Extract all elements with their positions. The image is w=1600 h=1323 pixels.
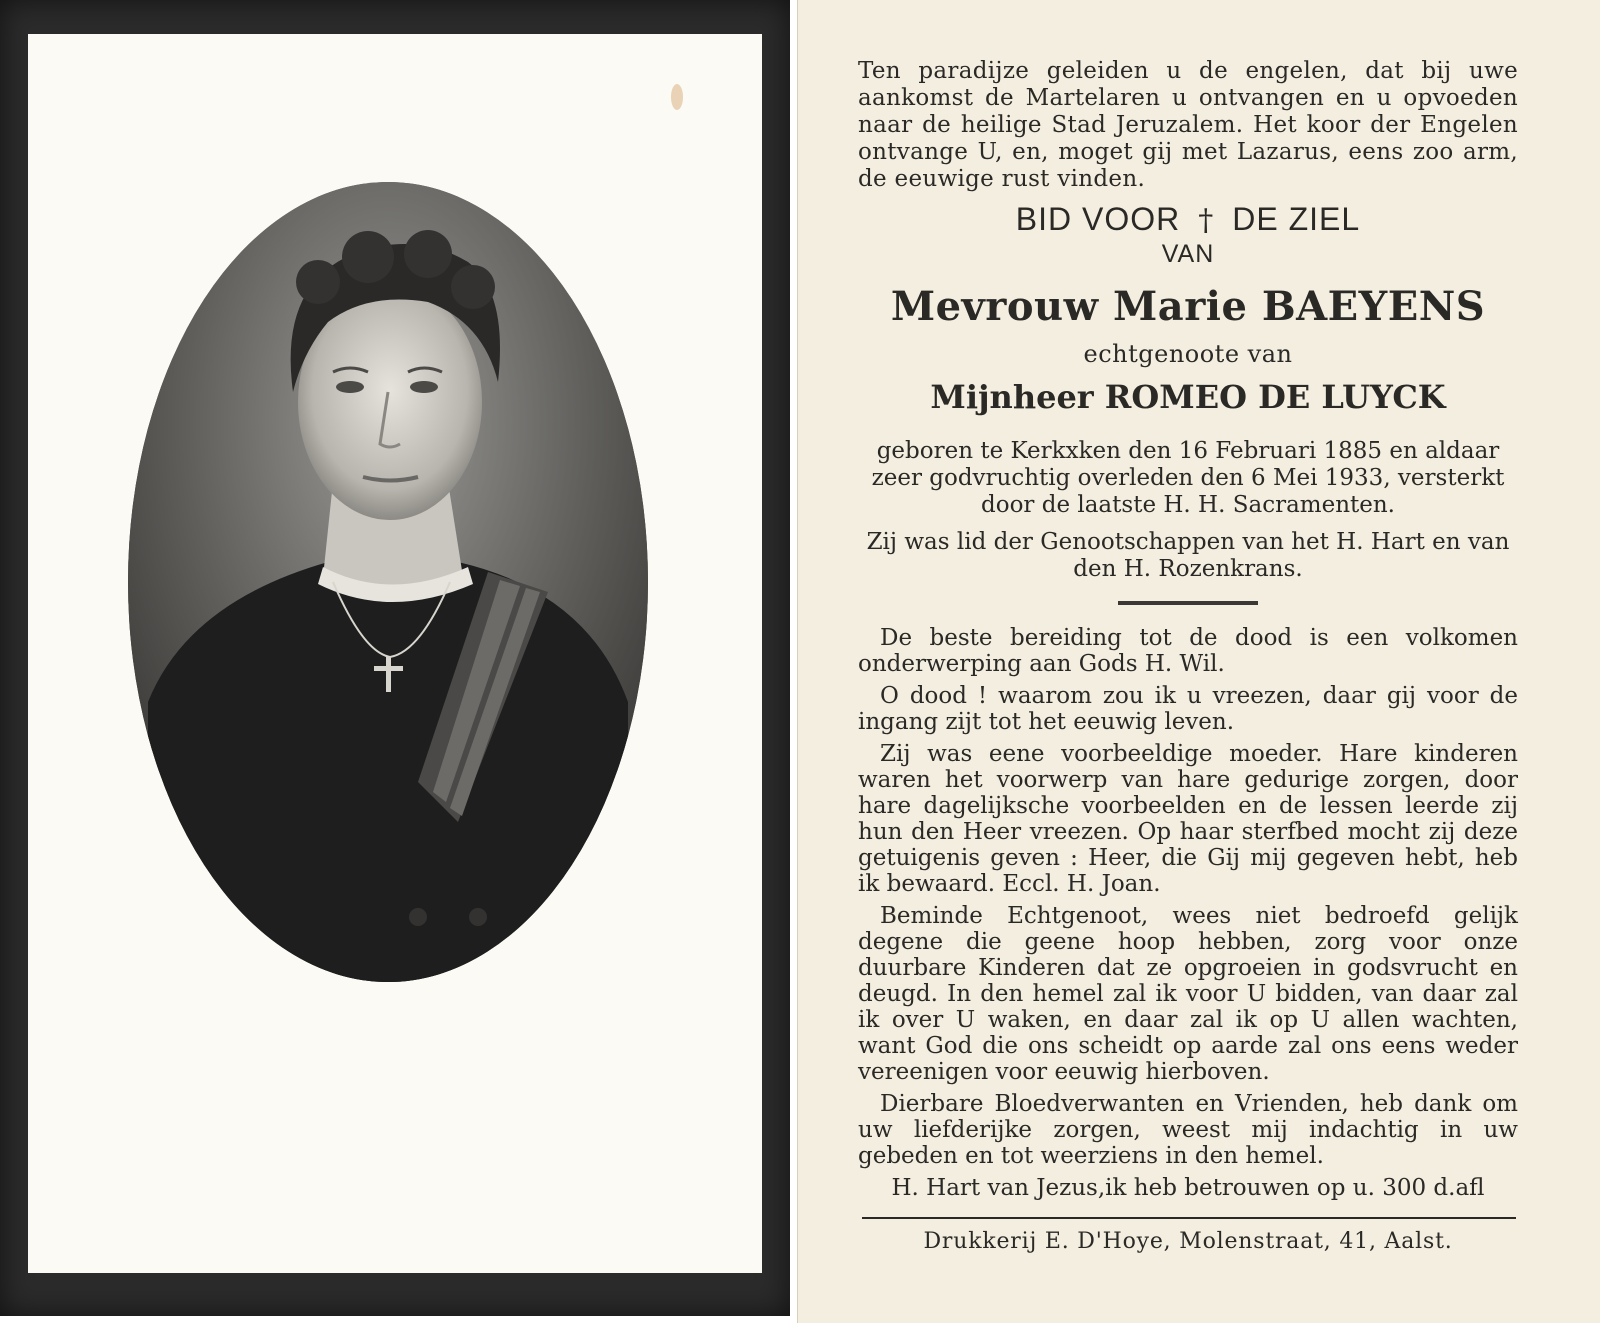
opening-prayer: Ten paradijze geleiden u de engelen, dat bij uwe aankomst de Martelaren u ontvangen en u opvoeden naar de heilige Stad Jeruzalem. Het koor der Engelen ontvange U, en, moget gij met Lazarus, eens zoo arm, de eeuwige rust vinden. <box>858 58 1518 192</box>
paper-stain <box>671 84 683 110</box>
birth-death-details: geboren te Kerkxken den 16 Februari 1885 en aldaar zeer godvruchtig overleden den 6 Mei 1933, versterkt door de laatste H. H. Sacramenten. <box>871 438 1505 518</box>
paragraph-2: O dood ! waarom zou ik u vreezen, daar gij voor de ingang zijt tot het eeuwig leven. <box>858 683 1518 735</box>
bid-voor-line <box>858 201 1518 238</box>
spouse-name: Mijnheer ROMEO DE LUYCK <box>930 378 1446 416</box>
paragraph-1: De beste bereiding tot de dood is een volkomen onderwerping aan Gods H. Wil. <box>858 625 1518 677</box>
portrait-photo <box>128 182 648 982</box>
spouse-of-label: echtgenoote van <box>1083 340 1293 368</box>
printer-imprint: Drukkerij E. D'Hoye, Molenstraat, 41, Aalst. <box>923 1229 1453 1254</box>
text-block <box>858 58 1518 1254</box>
deceased-name: Mevrouw Marie BAEYENS <box>890 283 1486 330</box>
van-label: VAN <box>1161 240 1215 268</box>
bid-voor-text: BID VOOR <box>1015 201 1181 237</box>
paragraph-3: Zij was eene voorbeeldige moeder. Hare kinderen waren het voorwerp van hare gedurige zorgen, door hare dagelijksche voorbeelden en de lessen leerde zij hun den Heer vreezen. Op haar sterfbed mocht zij deze getuigenis geven : Heer, die Gij mij gegeven hebt, heb ik bewaard. Eccl. H. Joan. <box>858 741 1518 897</box>
paragraph-4: Beminde Echtgenoot, wees niet bedroefd gelijk degene die geene hoop hebben, zorg voor onze duurbare Kinderen dat ze opgroeien in godsvrucht en deugd. In den hemel zal ik voor U bidden, van daar zal ik over U waken, en daar zal ik op U allen wachten, want God die ons scheidt op aarde zal ons eens weder vereenigen voor eeuwig hierboven. <box>858 903 1518 1085</box>
photo-card <box>0 0 790 1316</box>
paragraph-5: Dierbare Bloedverwanten en Vrienden, heb dank om uw liefderijke zorgen, weest mij indachtig in uw gebeden en tot weerziens in den hemel. <box>858 1091 1518 1169</box>
bottom-rule <box>862 1217 1516 1219</box>
de-ziel-text: DE ZIEL <box>1232 201 1361 237</box>
cross-icon: † <box>1198 203 1215 238</box>
portrait-illustration <box>128 182 648 982</box>
membership-text: Zij was lid der Genootschappen van het H. Hart en van den H. Rozenkrans. <box>866 529 1510 582</box>
divider <box>1118 601 1258 605</box>
photo-card-mat <box>28 34 762 1273</box>
indulgence-prayer: H. Hart van Jezus,ik heb betrouwen op u. 300 d.afl <box>891 1175 1485 1201</box>
text-card <box>797 0 1600 1323</box>
